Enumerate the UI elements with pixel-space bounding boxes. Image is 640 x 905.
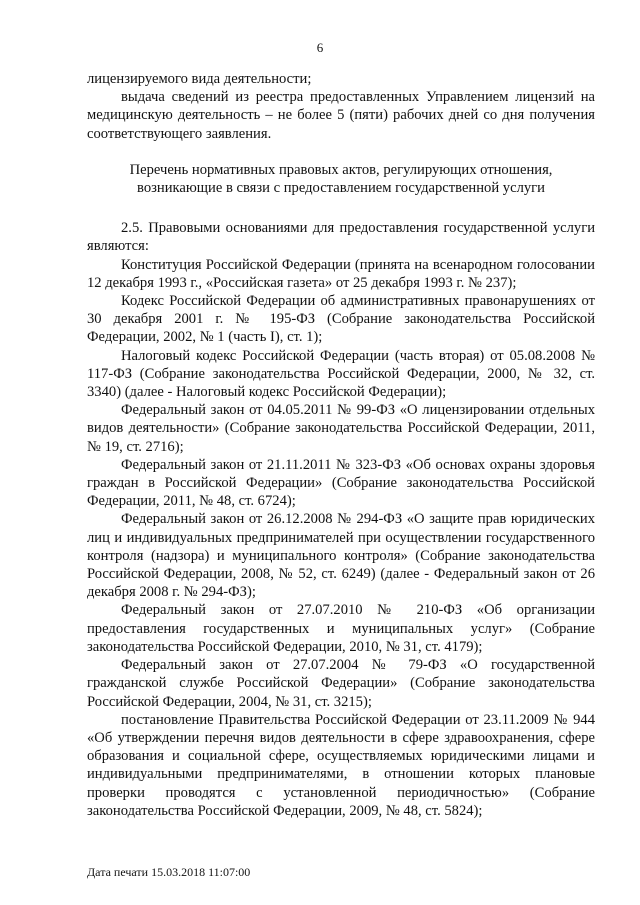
print-date-footer: Дата печати 15.03.2018 11:07:00 [87, 865, 251, 879]
paragraph: постановление Правительства Российской Федерации от 23.11.2009 № 944 «Об утверждении перечня видов деятельности в сфере здравоохранения, сфере образования и социальной сфере, осуществляемых юридическими лицами и индивидуальными предпринимателями, в отношении которых плановые проверки проводятся с установленной периодичностью» (Собрание законодательства Российской Федерации, 2009, № 48, ст. 5824); [87, 711, 595, 819]
paragraph: лицензируемого вида деятельности; [87, 71, 312, 87]
paragraph: Конституция Российской Федерации (принята на всенародном голосовании 12 декабря 1993 г., «Российская газета» от 25 декабря 1993 г. № 237); [87, 256, 595, 291]
page-number: 6 [316, 40, 324, 55]
paragraph: 2.5. Правовыми основаниями для предоставления государственной услуги являются: [87, 220, 595, 255]
paragraph: Федеральный закон от 21.11.2011 № 323-ФЗ «Об основах охраны здоровья граждан в Российской Федерации» (Собрание законодательства Российской Федерации, 2011, № 48, ст. 6724); [87, 456, 595, 510]
paragraph: Федеральный закон от 27.07.2004 № 79-ФЗ «О государственной гражданской службе Российской Федерации» (Собрание законодательства Российской Федерации, 2004, № 31, ст. 3215); [87, 657, 595, 710]
paragraph: Федеральный закон от 26.12.2008 № 294-ФЗ «О защите прав юридических лиц и индивидуальных предпринимателей при осуществлении государственного контроля (надзора) и муниципального контроля» (Собрание законодательства Российской Федерации, 2008, № 52, ст. 6249) (далее - Федеральный закон от 26 декабря 2008 г. № 294-ФЗ); [87, 511, 595, 601]
paragraph: Федеральный закон от 04.05.2011 № 99-ФЗ «О лицензировании отдельных видов деятельности» (Собрание законодательства Российской Федерации, 2011, № 19, ст. 2716); [87, 402, 595, 455]
section-heading: Перечень нормативных правовых актов, регулирующих отношения, возникающие в связи с предоставлением государственной услуги [129, 161, 553, 197]
paragraph: выдача сведений из реестра предоставленных Управлением лицензий на медицинскую деятельность – не более 5 (пяти) рабочих дней со дня получения соответствующего заявления. [87, 89, 595, 142]
paragraph: Кодекс Российской Федерации об административных правонарушениях от 30 декабря 2001 г. № 195-ФЗ (Собрание законодательства Российской Федерации, 2002, № 1 (часть I), ст. 1); [87, 293, 595, 346]
document-body [87, 70, 595, 820]
paragraph: Налоговый кодекс Российской Федерации (часть вторая) от 05.08.2008 № 117-ФЗ (Собрание законодательства Российской Федерации, 2000, № 32, ст. 3340) (далее - Налоговый кодекс Российской Федерации); [87, 347, 595, 401]
paragraph: Федеральный закон от 27.07.2010 № 210-ФЗ «Об организации предоставления государственных и муниципальных услуг» (Собрание законодательства Российской Федерации, 2010, № 31, ст. 4179); [87, 602, 595, 655]
